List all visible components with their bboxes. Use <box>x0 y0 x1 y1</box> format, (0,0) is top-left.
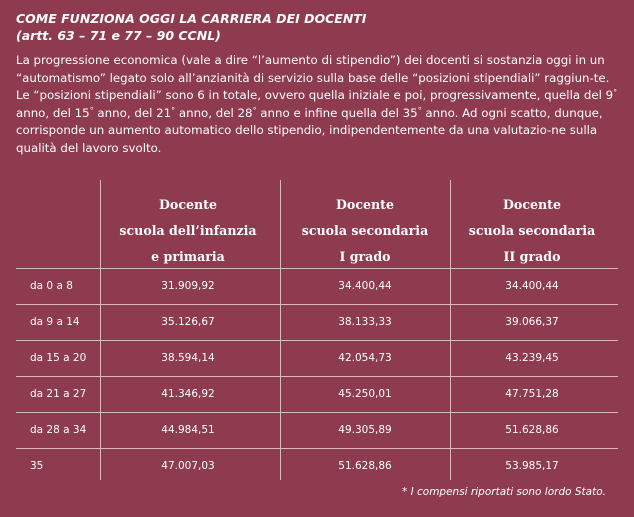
row-divider <box>16 268 618 269</box>
table-cell: 38.133,33 <box>338 316 392 328</box>
row-divider <box>16 376 618 377</box>
header-line: scuola dell’infanzia <box>119 223 257 238</box>
title-line-2: (artt. 63 – 71 e 77 – 90 CCNL) <box>16 28 221 43</box>
table-cell: 51.628,86 <box>505 424 559 436</box>
header-secondaria-secondo-grado <box>447 192 617 270</box>
row-label: da 0 a 8 <box>30 280 73 292</box>
table-cell: 34.400,44 <box>505 280 559 292</box>
row-label: da 28 a 34 <box>30 424 87 436</box>
header-line: Docente <box>159 197 217 212</box>
table-cell: 45.250,01 <box>338 388 392 400</box>
intro-sup-28: ° <box>252 105 257 115</box>
table-cell: 41.346,92 <box>161 388 215 400</box>
header-secondaria-primo-grado <box>280 192 450 270</box>
header-infanzia-primaria <box>103 192 273 270</box>
intro-sup-15: ° <box>89 105 94 115</box>
header-line: e primaria <box>151 249 225 264</box>
header-line: Docente <box>503 197 561 212</box>
footnote: * I compensi riportati sono lordo Stato. <box>401 486 606 498</box>
intro-sup-9: ° <box>613 88 618 98</box>
table-cell: 49.305,89 <box>338 424 392 436</box>
table-cell: 39.066,37 <box>505 316 559 328</box>
header-line: I grado <box>339 249 391 264</box>
intro-paragraph <box>16 52 620 158</box>
table-cell: 53.985,17 <box>505 460 559 472</box>
row-label: da 21 a 27 <box>30 388 87 400</box>
row-divider <box>16 412 618 413</box>
header-line: II grado <box>503 249 561 264</box>
row-label: 35 <box>30 460 44 472</box>
intro-text-6: anno. Ad ogni scatto, dunque, corrisponde un aumento automatico dello stipendio, indipendentemente da una valutazio-ne sulla qualità del lavoro svolto. <box>16 105 603 155</box>
table-cell: 31.909,92 <box>161 280 215 292</box>
table-cell: 44.984,51 <box>161 424 215 436</box>
table-cell: 43.239,45 <box>505 352 559 364</box>
row-divider <box>16 304 618 305</box>
table-cell: 34.400,44 <box>338 280 392 292</box>
table-cell: 51.628,86 <box>338 460 392 472</box>
intro-sup-21: ° <box>171 105 176 115</box>
row-divider <box>16 448 618 449</box>
intro-text-5: anno e infine quella del 35 <box>256 105 418 120</box>
header-line: scuola secondaria <box>468 223 596 238</box>
intro-text-4: anno, del 28 <box>175 105 253 120</box>
table-cell: 47.751,28 <box>505 388 559 400</box>
row-label: da 15 a 20 <box>30 352 87 364</box>
row-divider <box>16 340 618 341</box>
row-label: da 9 a 14 <box>30 316 80 328</box>
intro-text-3: anno, del 21 <box>93 105 172 120</box>
title-line-1: COME FUNZIONA OGGI LA CARRIERA DEI DOCENTI <box>16 11 367 26</box>
intro-text-1: La progressione economica (vale a dire “l’aumento di stipendio”) dei docenti si sostanzia oggi in un “automatismo” legato solo all’anzianità di servizio sulla base delle “posizioni stipendiali” raggiun-te. Le “posizioni stipendiali” sono 6 in totale, ovvero quella iniziale e poi, progressivamente, quella del 9 <box>16 53 614 103</box>
page-title <box>16 10 616 44</box>
header-line: scuola secondaria <box>301 223 429 238</box>
header-line: Docente <box>336 197 394 212</box>
salary-table <box>16 180 618 480</box>
table-cell: 42.054,73 <box>338 352 392 364</box>
table-cell: 38.594,14 <box>161 352 215 364</box>
table-cell: 35.126,67 <box>161 316 215 328</box>
intro-text-2: anno, del 15 <box>16 105 90 120</box>
column-divider <box>100 180 101 480</box>
table-cell: 47.007,03 <box>161 460 215 472</box>
intro-sup-35: ° <box>417 105 422 115</box>
